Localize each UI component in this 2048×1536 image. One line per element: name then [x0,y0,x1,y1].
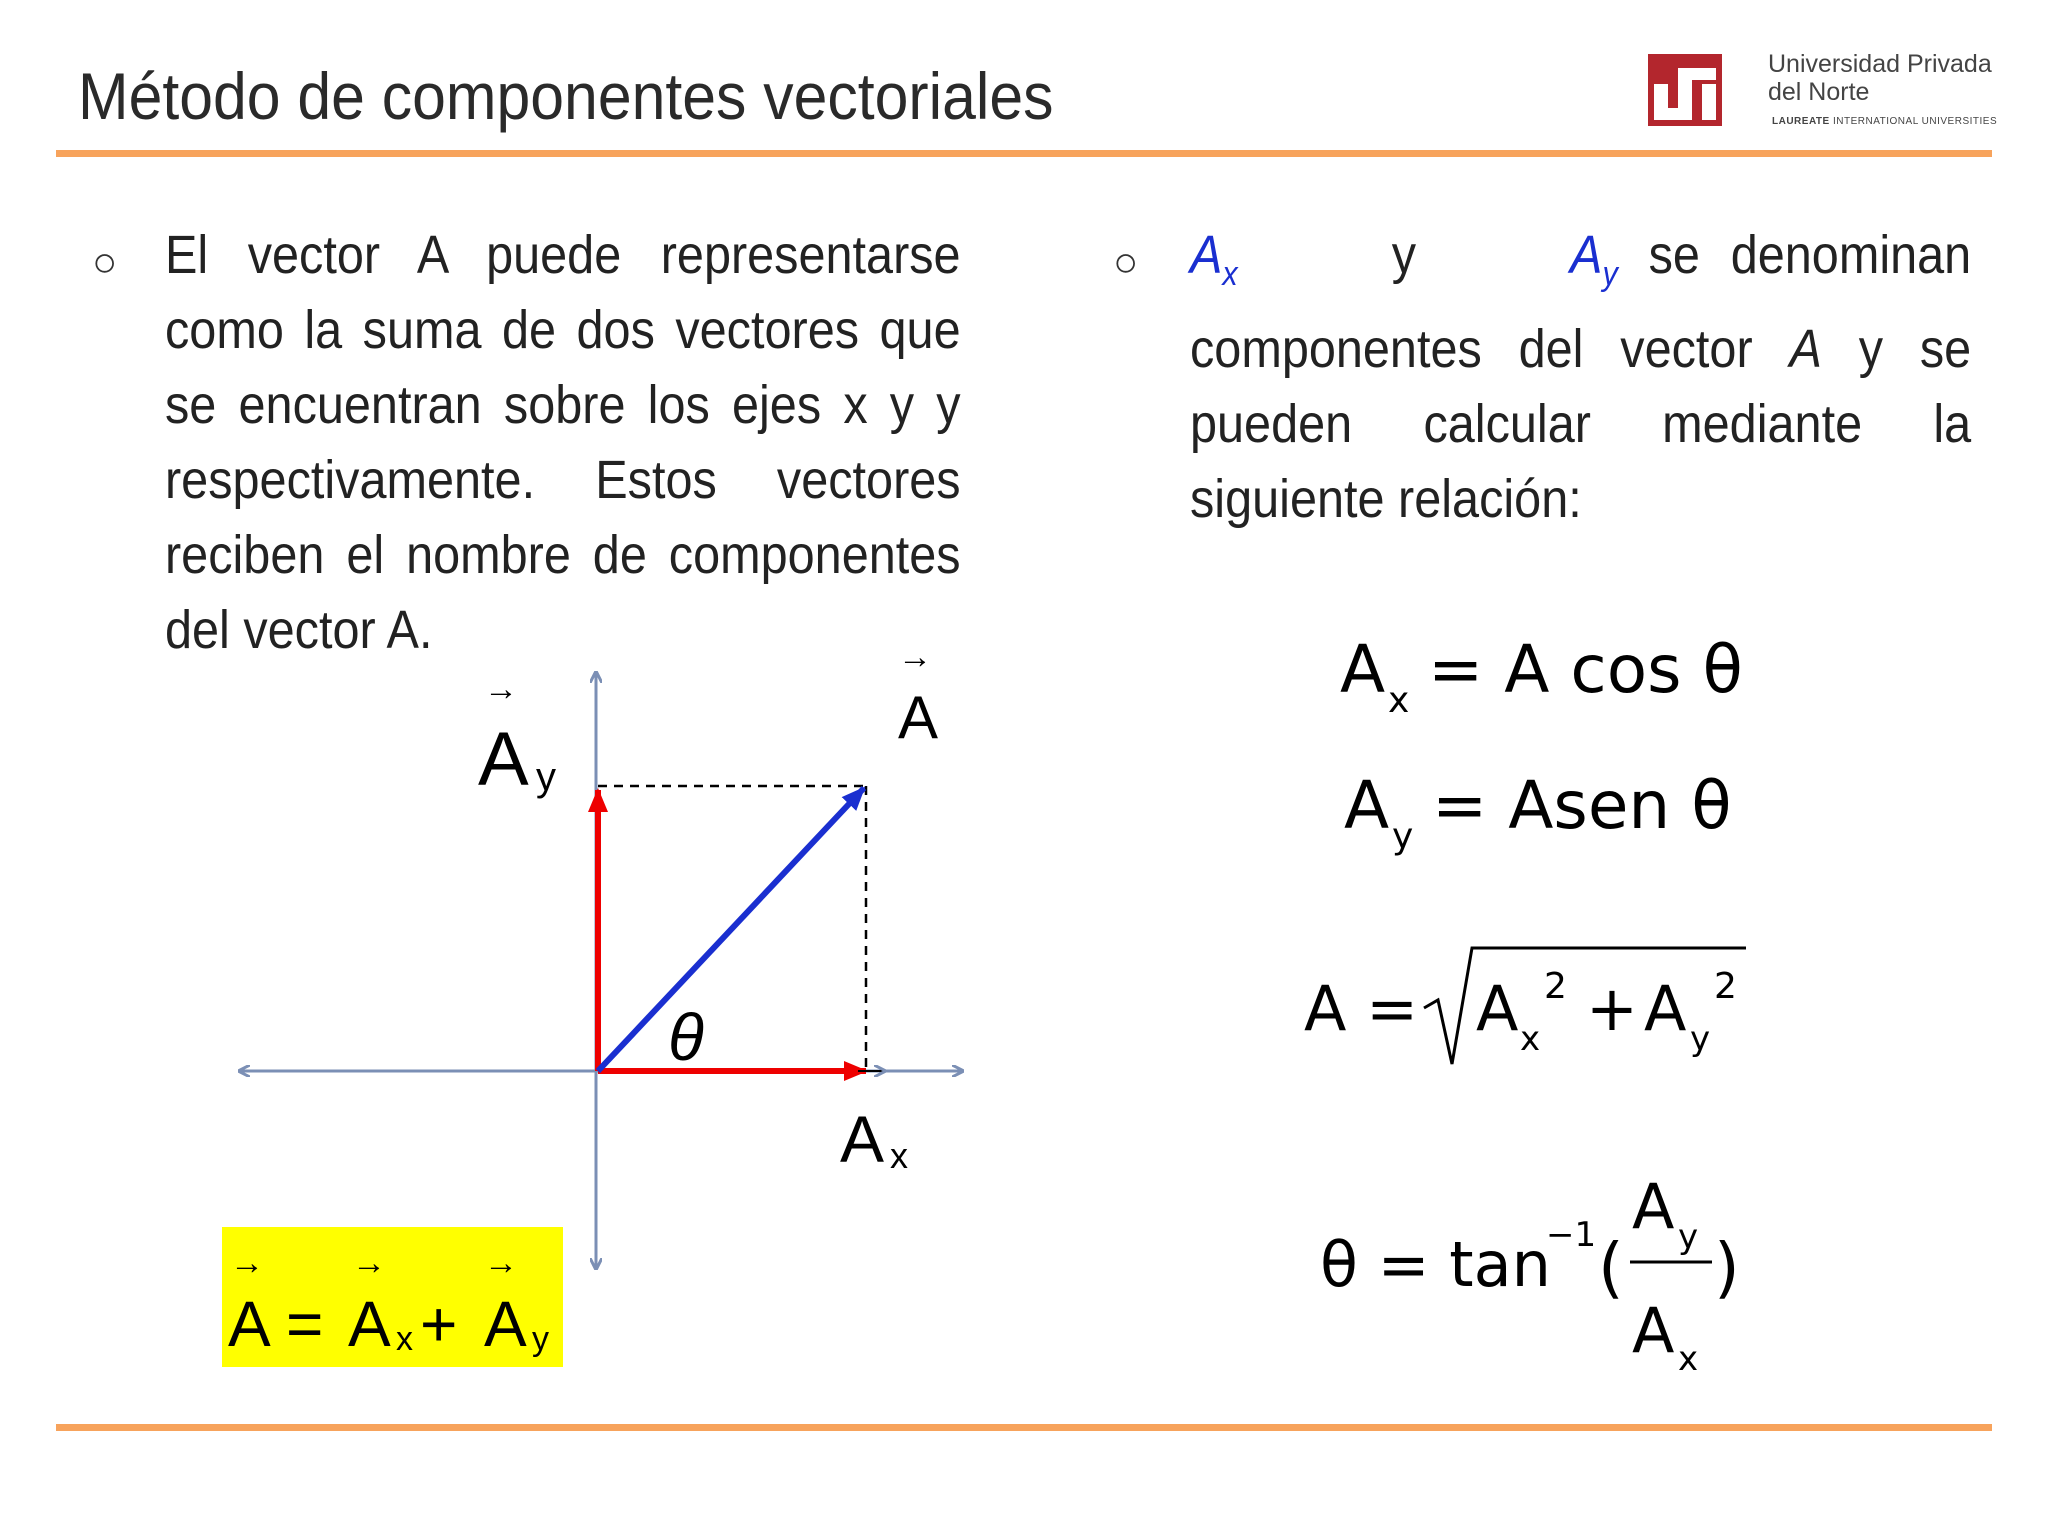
vector-a-arrow-mark: → [898,638,932,676]
f4-sup: −1 [1546,1215,1597,1255]
logo-line-1: Universidad Privada [1768,50,1992,78]
angle-label: θ [668,1000,704,1074]
f3-asup: 2 [1544,966,1567,1007]
conjunction: y [1391,225,1417,285]
f3-b: A [1644,972,1687,1045]
f1-rhs: = A cos θ [1428,631,1743,708]
bullet-left: ○ [92,238,118,285]
sum-plus: + [420,1288,458,1360]
f3-bsub: y [1690,1019,1711,1059]
sum-eq: = [286,1288,324,1360]
ax-label-sub: x [890,1135,908,1176]
f3-lhs: A = [1304,972,1419,1045]
sum-t2-main: A [484,1288,527,1360]
f3-asub: x [1520,1019,1541,1059]
f1-lhs: A [1340,631,1386,708]
f4-open: ( [1598,1229,1624,1306]
resultant-vector-arrow [598,788,864,1071]
f4-num: A [1632,1170,1675,1243]
ax-label-main: A [840,1102,885,1176]
logo-sub-rest: INTERNATIONAL UNIVERSITIES [1832,116,1998,127]
f2-lhs: A [1344,767,1390,844]
ay-arrow-mark: → [484,670,518,708]
sum-equation [228,1244,549,1360]
sum-lhs: A [228,1288,271,1360]
formula-angle [1320,1170,1740,1379]
sum-t1-main: A [348,1288,391,1360]
f1-sub: x [1388,680,1410,721]
sum-t2-sub: y [532,1320,549,1358]
f3-plus: + [1586,972,1638,1045]
bullet-right: ○ [1113,238,1139,285]
f2-sub: y [1392,816,1414,857]
f4-num-sub: y [1678,1217,1699,1257]
sum-t1-sub: x [396,1320,413,1358]
f4-den-sub: x [1678,1339,1699,1379]
ay-label-sub: y [536,755,556,799]
logo-sub-bold: LAUREATE [1772,116,1830,127]
sum-arrow-3: → [484,1244,518,1282]
vector-a-label: A [898,684,939,751]
left-paragraph: El vector A puede representarse como la suma de dos vectores que se encuentran sobre los ejes x y y respectivamente. Estos vectores reciben el nombre de componentes del vector A. [165,225,961,660]
right-text-b: y se pueden calcular mediante la siguiente relación: [1190,318,1972,529]
sum-arrow-1: → [230,1244,264,1282]
f2-rhs: = Asen θ [1432,767,1732,844]
f4-lhs: θ = tan [1320,1228,1551,1301]
f3-bsup: 2 [1714,966,1737,1007]
ay-symbol: $A_y$ [1570,225,1618,293]
f4-close: ) [1714,1229,1740,1306]
formula-ax [1340,631,1743,721]
page-title: Método de componentes vectoriales [78,59,1054,133]
formula-magnitude [1304,948,1746,1064]
vector-name: A [1789,318,1822,379]
sum-arrow-2: → [352,1244,386,1282]
formula-ay [1344,767,1732,857]
ax-symbol: $A_x$ [1190,225,1238,293]
logo-line-2: del Norte [1768,78,1870,106]
f3-a: A [1476,972,1519,1045]
right-text-a: se denominan componentes del vector [1190,225,1972,379]
ay-label-main: A [478,717,529,802]
f4-den: A [1632,1294,1675,1367]
